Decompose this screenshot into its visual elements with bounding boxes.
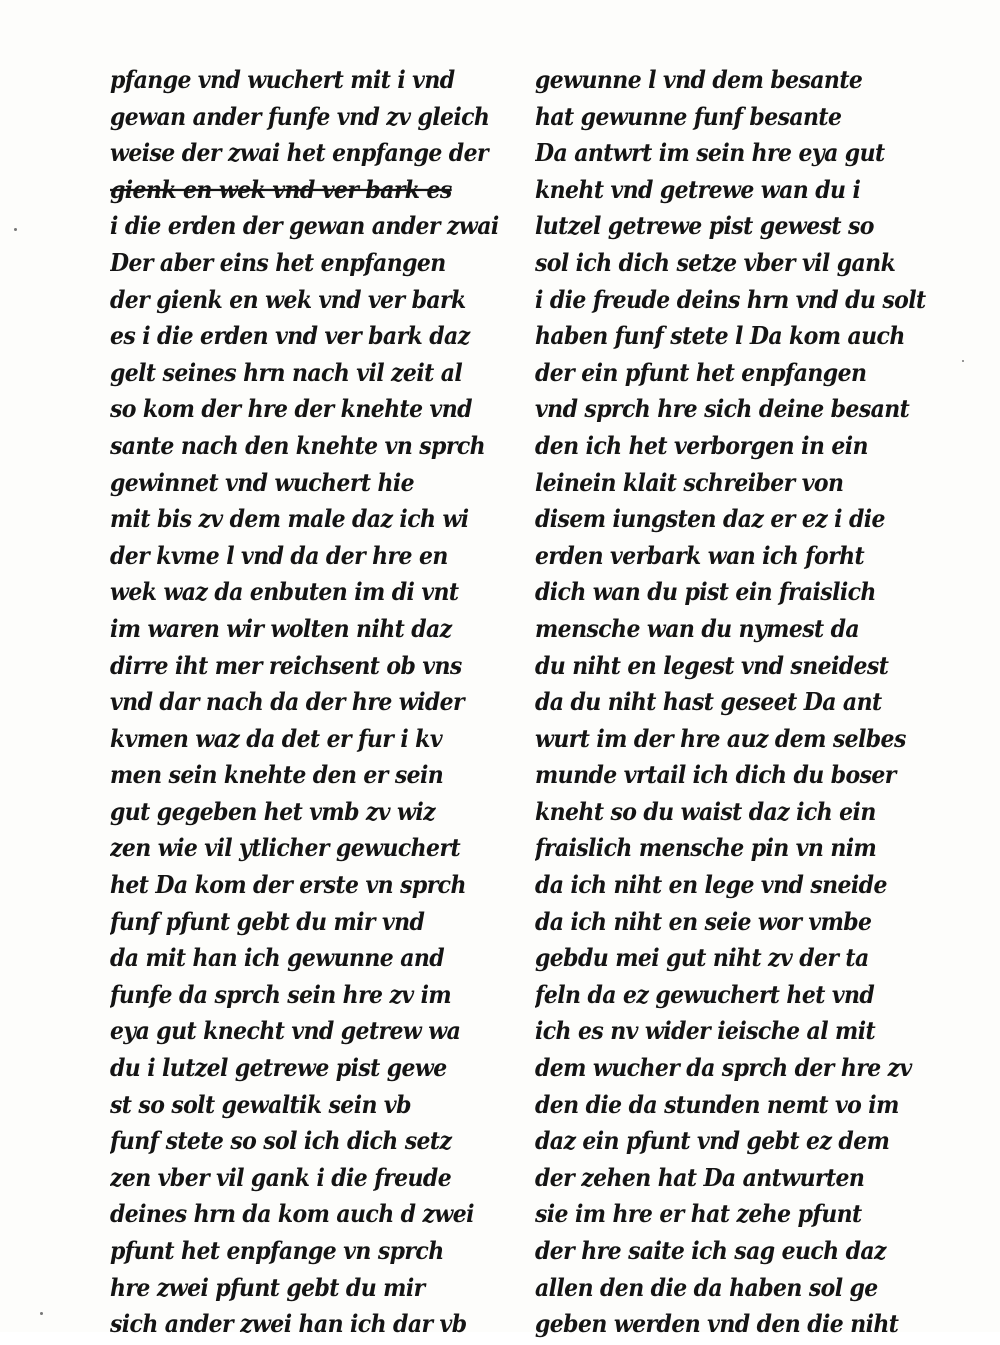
text-line: den ich het verborgen in ein	[535, 431, 868, 461]
text-line: du i lutzel getrewe pist gewe	[110, 1053, 447, 1083]
text-line: leinein klait schreiber von	[535, 467, 844, 498]
text-line: gewunne l vnd dem besante	[535, 65, 863, 95]
ink-speck	[14, 228, 17, 231]
text-line: vnd dar nach da der hre wider	[110, 687, 465, 717]
text-line: gewan ander funfe vnd zv gleich	[110, 101, 490, 132]
text-line: da ich niht en seie wor vmbe	[535, 907, 872, 937]
text-line: funf stete so sol ich dich setz	[110, 1126, 452, 1156]
text-line: mensche wan du nymest da	[535, 614, 860, 644]
text-line: haben funf stete l Da kom auch	[535, 321, 905, 351]
right-column	[535, 62, 955, 1343]
text-line: lutzel getrewe pist gewest so	[535, 211, 874, 241]
text-line: hat gewunne funf besante	[535, 101, 842, 132]
text-line: wurt im der hre auz dem selbes	[535, 724, 906, 754]
text-line: disem iungsten daz er ez i die	[535, 504, 885, 534]
text-line: men sein knehte den er sein	[110, 760, 444, 790]
text-line: da du niht hast geseet Da ant	[535, 687, 882, 717]
text-line: sie im hre er hat zehe pfunt	[535, 1199, 862, 1229]
text-line: der ein pfunt het enpfangen	[535, 358, 867, 388]
text-line: feln da ez gewuchert het vnd	[535, 980, 875, 1010]
text-line: hre zwei pfunt gebt du mir	[110, 1272, 425, 1303]
text-line: pfange vnd wuchert mit i vnd	[110, 65, 455, 95]
text-line: weise der zwai het enpfange der	[110, 138, 488, 168]
text-line: der kvme l vnd da der hre en	[110, 541, 448, 571]
text-line: daz ein pfunt vnd gebt ez dem	[535, 1126, 890, 1156]
text-line: der zehen hat Da antwurten	[535, 1163, 865, 1193]
text-line: sante nach den knehte vn sprch	[110, 431, 486, 461]
text-line: allen den die da haben sol ge	[535, 1272, 878, 1303]
text-line: st so solt gewaltik sein vb	[110, 1090, 411, 1120]
text-line: dich wan du pist ein fraislich	[535, 577, 876, 607]
text-line: kvmen waz da det er fur i kv	[110, 724, 442, 754]
text-line: dem wucher da sprch der hre zv	[535, 1053, 912, 1083]
text-line: gut gegeben het vmb zv wiz	[110, 797, 436, 827]
text-line: dirre iht mer reichsent ob vns	[110, 650, 462, 681]
text-line: deines hrn da kom auch d zwei	[110, 1199, 474, 1229]
text-line: zen wie vil ytlicher gewuchert	[110, 833, 461, 863]
text-line: im waren wir wolten niht daz	[110, 614, 452, 644]
text-line: es i die erden vnd ver bark daz	[110, 321, 470, 351]
text-line: der gienk en wek vnd ver bark	[110, 284, 466, 315]
text-line: kneht so du waist daz ich ein	[535, 797, 876, 827]
text-line: munde vrtail ich dich du boser	[535, 760, 896, 790]
text-line: i die erden der gewan ander zwai	[110, 211, 499, 241]
text-line: gebdu mei gut niht zv der ta	[535, 943, 869, 973]
text-line: so kom der hre der knehte vnd	[110, 394, 472, 424]
text-line: i die freude deins hrn vnd du solt	[535, 284, 926, 315]
ink-speck	[40, 1312, 43, 1315]
ink-speck	[962, 360, 964, 362]
text-line: zen vber vil gank i die freude	[110, 1163, 452, 1193]
text-line: kneht vnd getrewe wan du i	[535, 175, 861, 205]
text-line: da mit han ich gewunne and	[110, 943, 445, 973]
text-line: eya gut knecht vnd getrew wa	[110, 1016, 461, 1046]
text-line: du niht en legest vnd sneidest	[535, 650, 889, 681]
text-line: ich es nv wider ieische al mit	[535, 1016, 876, 1046]
text-line: funf pfunt gebt du mir vnd	[110, 907, 425, 937]
text-line: gewinnet vnd wuchert hie	[110, 467, 414, 498]
text-line: fraislich mensche pin vn nim	[535, 833, 877, 863]
text-line: mit bis zv dem male daz ich wi	[110, 504, 469, 534]
text-line: pfunt het enpfange vn sprch	[110, 1236, 444, 1266]
text-line: het Da kom der erste vn sprch	[110, 870, 466, 900]
text-line: sol ich dich setze vber vil gank	[535, 248, 896, 278]
text-line: den die da stunden nemt vo im	[535, 1090, 899, 1120]
struck-text-line: gienk en wek vnd ver bark es	[110, 175, 452, 205]
left-column	[110, 62, 530, 1343]
text-line: gelt seines hrn nach vil zeit al	[110, 358, 463, 388]
text-line: geben werden vnd den die niht	[535, 1309, 899, 1339]
text-line: wek waz da enbuten im di vnt	[110, 577, 459, 607]
text-line: Da antwrt im sein hre eya gut	[535, 138, 885, 168]
text-line: Der aber eins het enpfangen	[110, 248, 446, 278]
text-line: vnd sprch hre sich deine besant	[535, 394, 910, 424]
text-line: sich ander zwei han ich dar vb	[110, 1309, 467, 1339]
text-line: funfe da sprch sein hre zv im	[110, 980, 452, 1010]
text-line: der hre saite ich sag euch daz	[535, 1236, 886, 1266]
text-line: erden verbark wan ich forht	[535, 541, 865, 571]
text-line: da ich niht en lege vnd sneide	[535, 870, 887, 900]
